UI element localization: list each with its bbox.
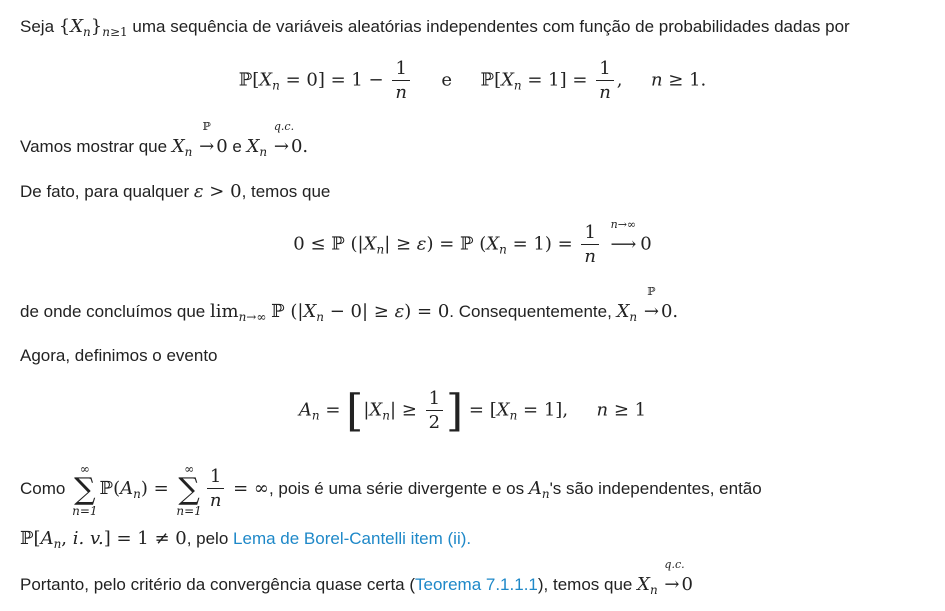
intro-seja: Seja xyxy=(20,17,55,36)
convergence-in-probability-arrow: ℙ → xyxy=(199,120,215,157)
probability-limit-equation: 0 ≤ ℙ $(|X_n| \ge \varepsilon)$ = ℙ $(X_n = 1)$ = $\frac{1}{n}$ n→∞ ⟶ 0 xyxy=(293,217,652,267)
intro-rest: uma sequência de variáveis aleatórias independentes com função de probabilidades dadas por xyxy=(132,17,850,36)
almost-sure-convergence-arrow: q.c. → xyxy=(273,120,295,157)
fraction-1-over-n: $\frac{1}{n}$ xyxy=(392,58,410,105)
conclusion-probability: de onde concluímos que $\lim_{n\to\infty}$ ℙ $(|X_n - 0| \ge \varepsilon) = 0$. Consequentemente, $X_n$ ℙ → 0. xyxy=(20,285,679,324)
borel-cantelli-link[interactable]: Lema de Borel-Cantelli item (ii). xyxy=(233,529,472,548)
final-conclusion: Portanto, pelo critério da convergência quase certa (Teorema 7.1.1.1), temos que $X_n$ q.c. → 0 xyxy=(20,558,693,597)
probability-definition-equation: $ℙ[X_n = 0] = 1$ − $\frac{1}{n}$ e $ℙ[X_n = 1]$ = $\frac{1}{n}$ , n ≥ 1. xyxy=(238,58,707,103)
event-intro: Agora, definimos o evento xyxy=(20,346,218,365)
conjunction-e: e xyxy=(441,69,453,91)
intro-paragraph: Seja $\{X_n\}_{n\ge 1}$ uma sequência de variáveis aleatórias independentes com função de probabilidades dadas por xyxy=(20,16,850,39)
sum-symbol: ∞ ∑ n=1 xyxy=(72,461,98,518)
limit-arrow: n→∞ ⟶ xyxy=(610,217,637,255)
teorema-link[interactable]: Teorema 7.1.1.1 xyxy=(415,575,538,594)
event-definition-equation: $A_n = [|X_n|$ ≥ $\frac{1}{2}$ ] = $[X_n = 1]$, n ≥ 1 xyxy=(298,385,647,437)
claim-paragraph: Vamos mostrar que $X_n$ ℙ → 0 e $X_n$ q.c. → 0. xyxy=(20,120,309,159)
borel-cantelli-line: $ℙ[A_n$, i. v.] = 1 ≠ 0, pelo Lema de Borel-Cantelli item (ii). xyxy=(20,528,472,551)
series-divergence-paragraph: Como ∞ ∑ n=1 $ℙ(A_n)$ = ∞ ∑ n=1 $\frac{1}{n}$ = ∞, pois é uma série divergente e os $A_n's$ são independentes, então xyxy=(20,461,762,518)
proof-start: De fato, para qualquer ε > 0, temos que xyxy=(20,181,331,202)
